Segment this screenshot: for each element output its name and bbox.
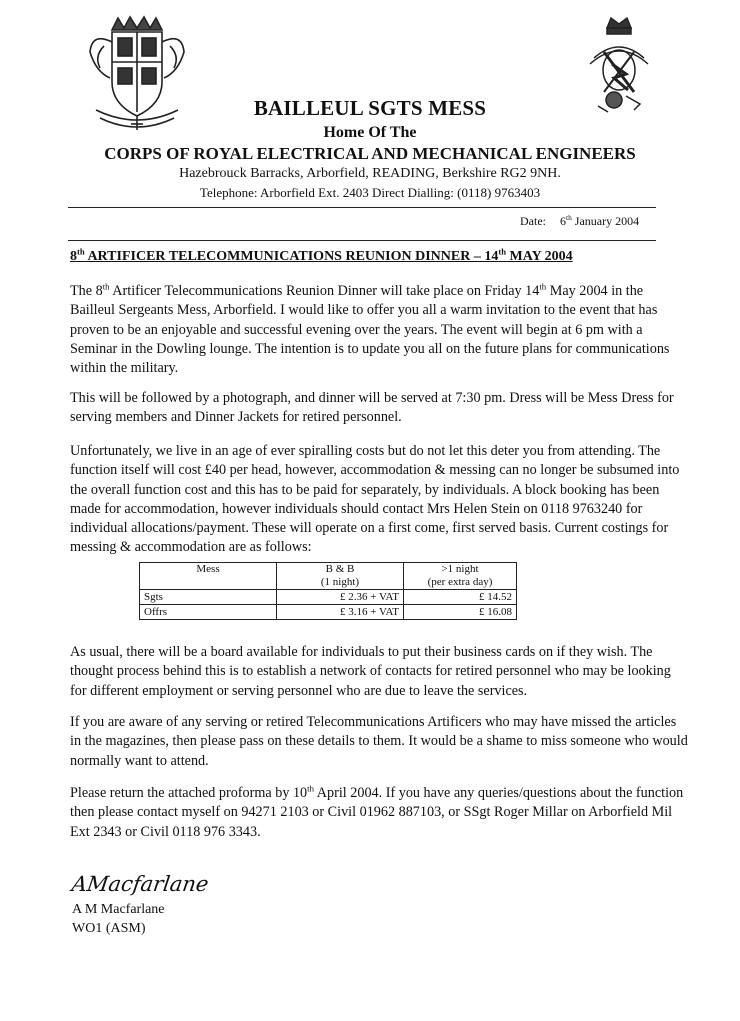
table-cell: £ 2.36 + VAT <box>277 590 404 605</box>
paragraph-pass-on: If you are aware of any serving or retired Telecommunications Artificers who may have missed the articles in the magazines, then please pass on these details to them. It would be a shame to miss someone who would normally want to attend. <box>70 714 688 769</box>
title-part: MAY 2004 <box>506 249 573 264</box>
table-header <box>140 563 277 590</box>
signatory-rank: WO1 (ASM) <box>72 921 146 936</box>
title-sup: th <box>77 246 85 257</box>
table-cell: £ 16.08 <box>404 605 517 620</box>
home-of-line: Home Of The <box>323 124 417 141</box>
paragraph-costs: Unfortunately, we live in an age of ever spiralling costs but do not let this deter you from attending. The function itself will cost £40 per head, however, accommodation & messing can no longer be subsumed into the overall function cost and this has to be paid for separately, by individuals. A block booking has been made for accommodation, however individuals should contact Mrs Helen Stein on 0118 9763240 for individual allocations/payment. These will operate on a first come, first served basis. Current costings for messing & accommodation are as follows: <box>70 443 680 556</box>
corps-name: CORPS OF ROYAL ELECTRICAL AND MECHANICAL ENGINEERS <box>104 144 636 163</box>
date-rest: January 2004 <box>571 214 640 228</box>
table-cell: £ 3.16 + VAT <box>277 605 404 620</box>
cost-table <box>139 562 517 620</box>
title-sup: th <box>498 246 507 257</box>
table-cell: Offrs <box>140 605 277 620</box>
header-sublabel: (1 night) <box>320 576 360 588</box>
table-header-row <box>140 563 517 590</box>
para-text: Please return the attached proforma by 10 <box>70 785 308 801</box>
table-cell: Sgts <box>140 590 277 605</box>
paragraph-business-cards: As usual, there will be a board available for individuals to put their business cards on if they wish. The thought process behind this is to establish a network of contacts for retired personnel who may be looking for different employment or serving personnel who are due to leave the services. <box>70 644 671 699</box>
mess-name: BAILLEUL SGTS MESS <box>253 96 487 120</box>
para-text: Artificer Telecommunications Reunion Dinner will take place on Friday 14 <box>109 283 540 299</box>
signatory-name: A M Macfarlane <box>72 902 165 917</box>
telephone-line: Telephone: Arborfield Ext. 2403 Direct Dialling: (0118) 9763403 <box>199 185 541 200</box>
para-text: May 2004 in the Bailleul Sergeants Mess, Arborfield. I would like to offer you all a warm invitation to the event that has proven to be an enjoyable and successful evening over the years. The event will begin at 6 pm with a Seminar in the Dowling lounge. The intention is to update you all on the future plans for communications within the military. <box>70 283 670 377</box>
header-label: >1 night <box>441 563 479 575</box>
title-part: ARTIFICER TELECOMMUNICATIONS REUNION DINNER – 14 <box>84 249 499 264</box>
header-label: Mess <box>196 563 220 575</box>
para-sup: th <box>102 281 110 292</box>
date-label: Date: <box>520 214 546 228</box>
address-line: Hazebrouck Barracks, Arborfield, READING, Berkshire RG2 9NH. <box>179 166 561 181</box>
table-row <box>140 605 517 620</box>
paragraph-dress: This will be followed by a photograph, and dinner will be served at 7:30 pm. Dress will be Mess Dress for serving members and Dinner Jackets for retired personnel. <box>70 390 674 426</box>
date-day-suffix: th <box>566 213 572 222</box>
letter-date <box>520 214 639 229</box>
para-sup: th <box>307 783 314 794</box>
date-rule <box>68 240 656 241</box>
header-sublabel: (per extra day) <box>427 576 493 588</box>
date-day: 6 <box>560 214 566 228</box>
table-row <box>140 590 517 605</box>
paragraph-invitation <box>70 282 690 378</box>
para-text: The 8 <box>70 283 103 299</box>
header-label: B & B <box>325 563 355 575</box>
table-header <box>277 563 404 590</box>
handwritten-signature: AMacfarlane <box>70 872 211 896</box>
para-text: April 2004. If you have any queries/questions about the function then please contact myself on 94271 2103 or Civil 01962 887103, or SSgt Roger Millar on Arborfield Mil Ext 2343 or Civil 0118 976 3343. <box>70 785 684 840</box>
table-cell: £ 14.52 <box>404 590 517 605</box>
table-header <box>404 563 517 590</box>
title-part: 8 <box>70 249 77 264</box>
header-rule <box>68 207 656 208</box>
letter-title <box>70 246 573 265</box>
para-sup: th <box>539 281 547 292</box>
paragraph-return-proforma <box>70 784 690 842</box>
